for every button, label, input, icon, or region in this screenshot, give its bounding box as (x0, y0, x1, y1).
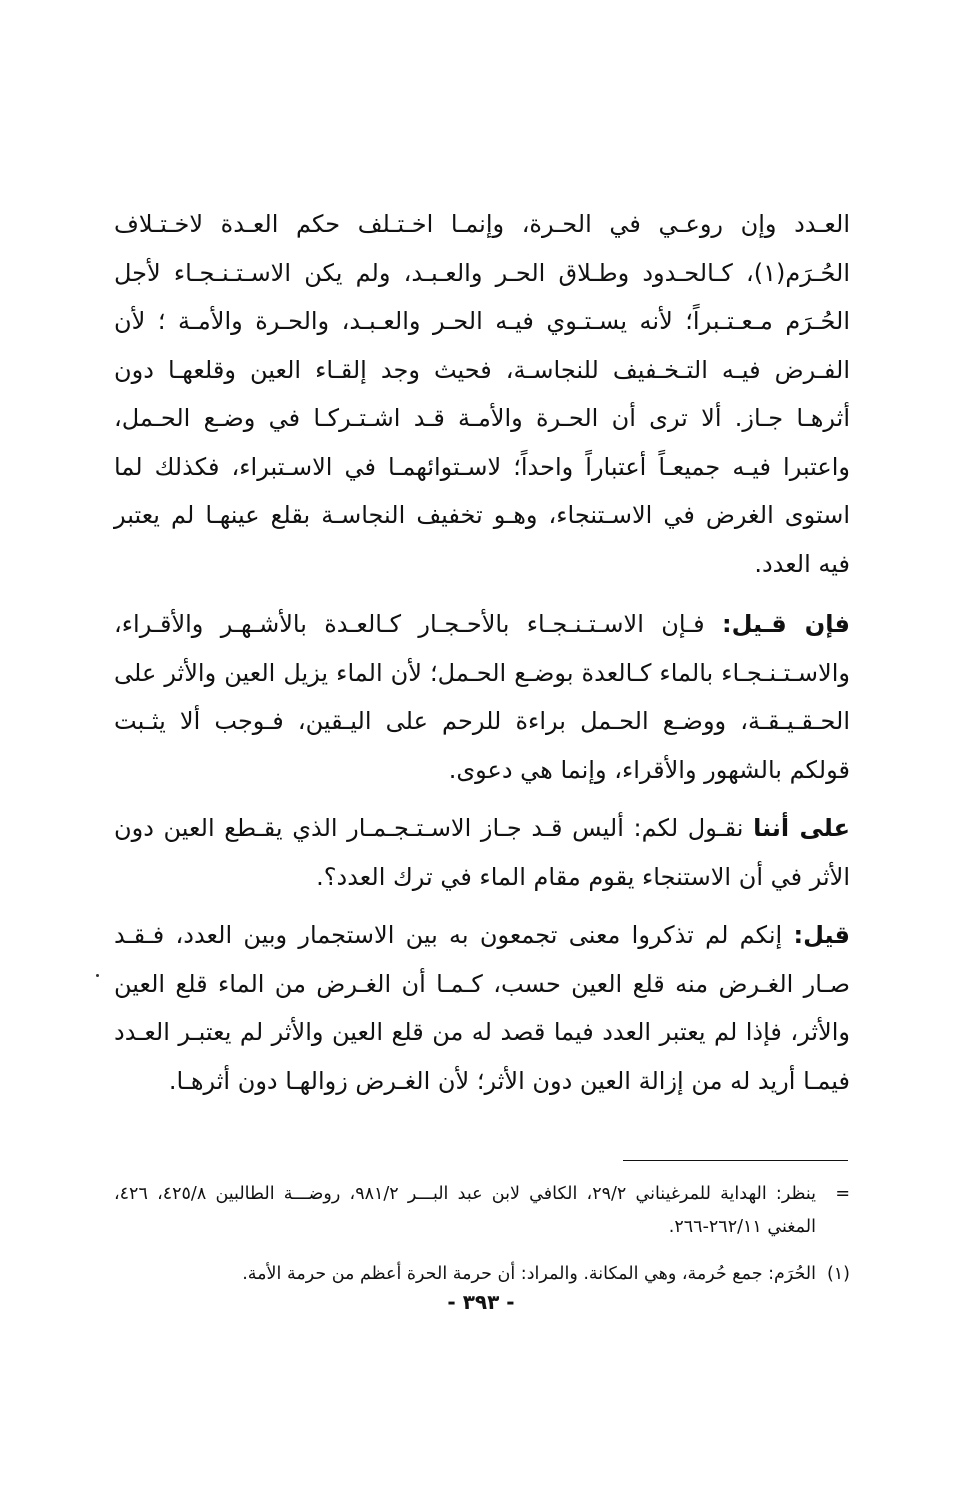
paragraph-2-lead: فإن قـيل: (721, 610, 850, 638)
footnote-text: ينظر: الهداية للمرغيناني ٢٩/٢، الكافي لابن عبد البـــر ٩٨١/٢، روضـــة الطالبين ٤٢٥/٨، ٤٢٦، المغني ٢٦٢/١١-٢٦٦. (114, 1184, 816, 1237)
paragraph-1-text: العـدد وإن روعـي في الحـرة، وإنمـا اخـتـلف حكم العـدة لاخـتـلاف الحُـرَم(١)، كـالحـدود وطـلاق الحـر والعـبـد، ولم يكن الاسـتـنـجـاء لأجل الحُـرَم مـعـتـبراً؛ لأنه يسـتـوي فيـه الحـر والعـبـد، والحـرة والأمـة ؛ لأن الفـرض فيـه التـخـفيف للنجاسـة، فحيث وجد إلقـاء العين وقلعهـا دون أثرهـا جـاز. ألا ترى أن الحـرة والأمـة قـد اشـتـركـا في وضـع الحـمل، واعتبرا فيـه جميعـاً أعتباراً واحداً؛ لاسـتوائهمـا في الاسـتبراء، فكذلك لما استوى الغرض في الاسـتنجاء، وهـو تخفيف النجاسـة بقلع عينهـا لم يعتبر فيه العدد. (114, 210, 850, 578)
paragraph-4-text: إنكم لم تذكروا معنى تجمعون به بين الاستجمار وبين العدد، فـقـد صـار الغـرض منه قلع العين حسب، كـمـا أن الغـرض من الماء قلع العين والأثر، فإذا لم يعتبر العدد فيما قصد له من قلع العين والأثر لم يعتبـر العـدد فيمـا أريد له من إزالة العين دون الأثر؛ لأن الغـرض زوالهـا دون أثرهـا. (114, 921, 850, 1095)
paragraph-3 (114, 804, 850, 901)
paragraph-2-text: فـإن الاسـتـنـجـاء بالأحـجـار كـالعـدة بالأشـهـر والأقـراء، والاسـتـنـجـاء بالماء كـالعدة بوضـع الحـمل؛ لأن الماء يزيل العين والأثر على الحـقـيـقـة، ووضـع الحـمل براءة للرحم على اليـقين، فـوجب ألا يثـبت قولكم بالشهور والأقراء، وإنما هي دعوى. (114, 610, 850, 784)
paragraph-2 (114, 600, 850, 794)
footnote-marker: (١) (826, 1264, 850, 1284)
footnotes (114, 1178, 850, 1291)
footnote-continued (114, 1178, 850, 1244)
main-text (114, 200, 850, 1115)
paragraph-4 (114, 911, 850, 1105)
scan-speck (96, 974, 99, 977)
paragraph-3-text: نقـول لكم: أليس قـد جـاز الاسـتـجـمـار الذي يقـطع العين دون الأثر في أن الاستنجاء يقوم مقام الماء في ترك العدد؟. (114, 814, 850, 891)
paragraph-4-lead: قيل: (793, 921, 850, 949)
footnote-1 (114, 1258, 850, 1291)
footnote-separator (623, 1160, 848, 1161)
footnote-text: الحُرَم: جمع حُرمة، وهي المكانة. والمراد: أن حرمة الحرة أعظم من حرمة الأمة. (242, 1264, 816, 1284)
paragraph-1 (114, 200, 850, 588)
footnote-marker: = (835, 1184, 850, 1204)
paragraph-3-lead: على أننا (753, 814, 850, 842)
page-number: - ٣٩٣ - (447, 1290, 515, 1314)
